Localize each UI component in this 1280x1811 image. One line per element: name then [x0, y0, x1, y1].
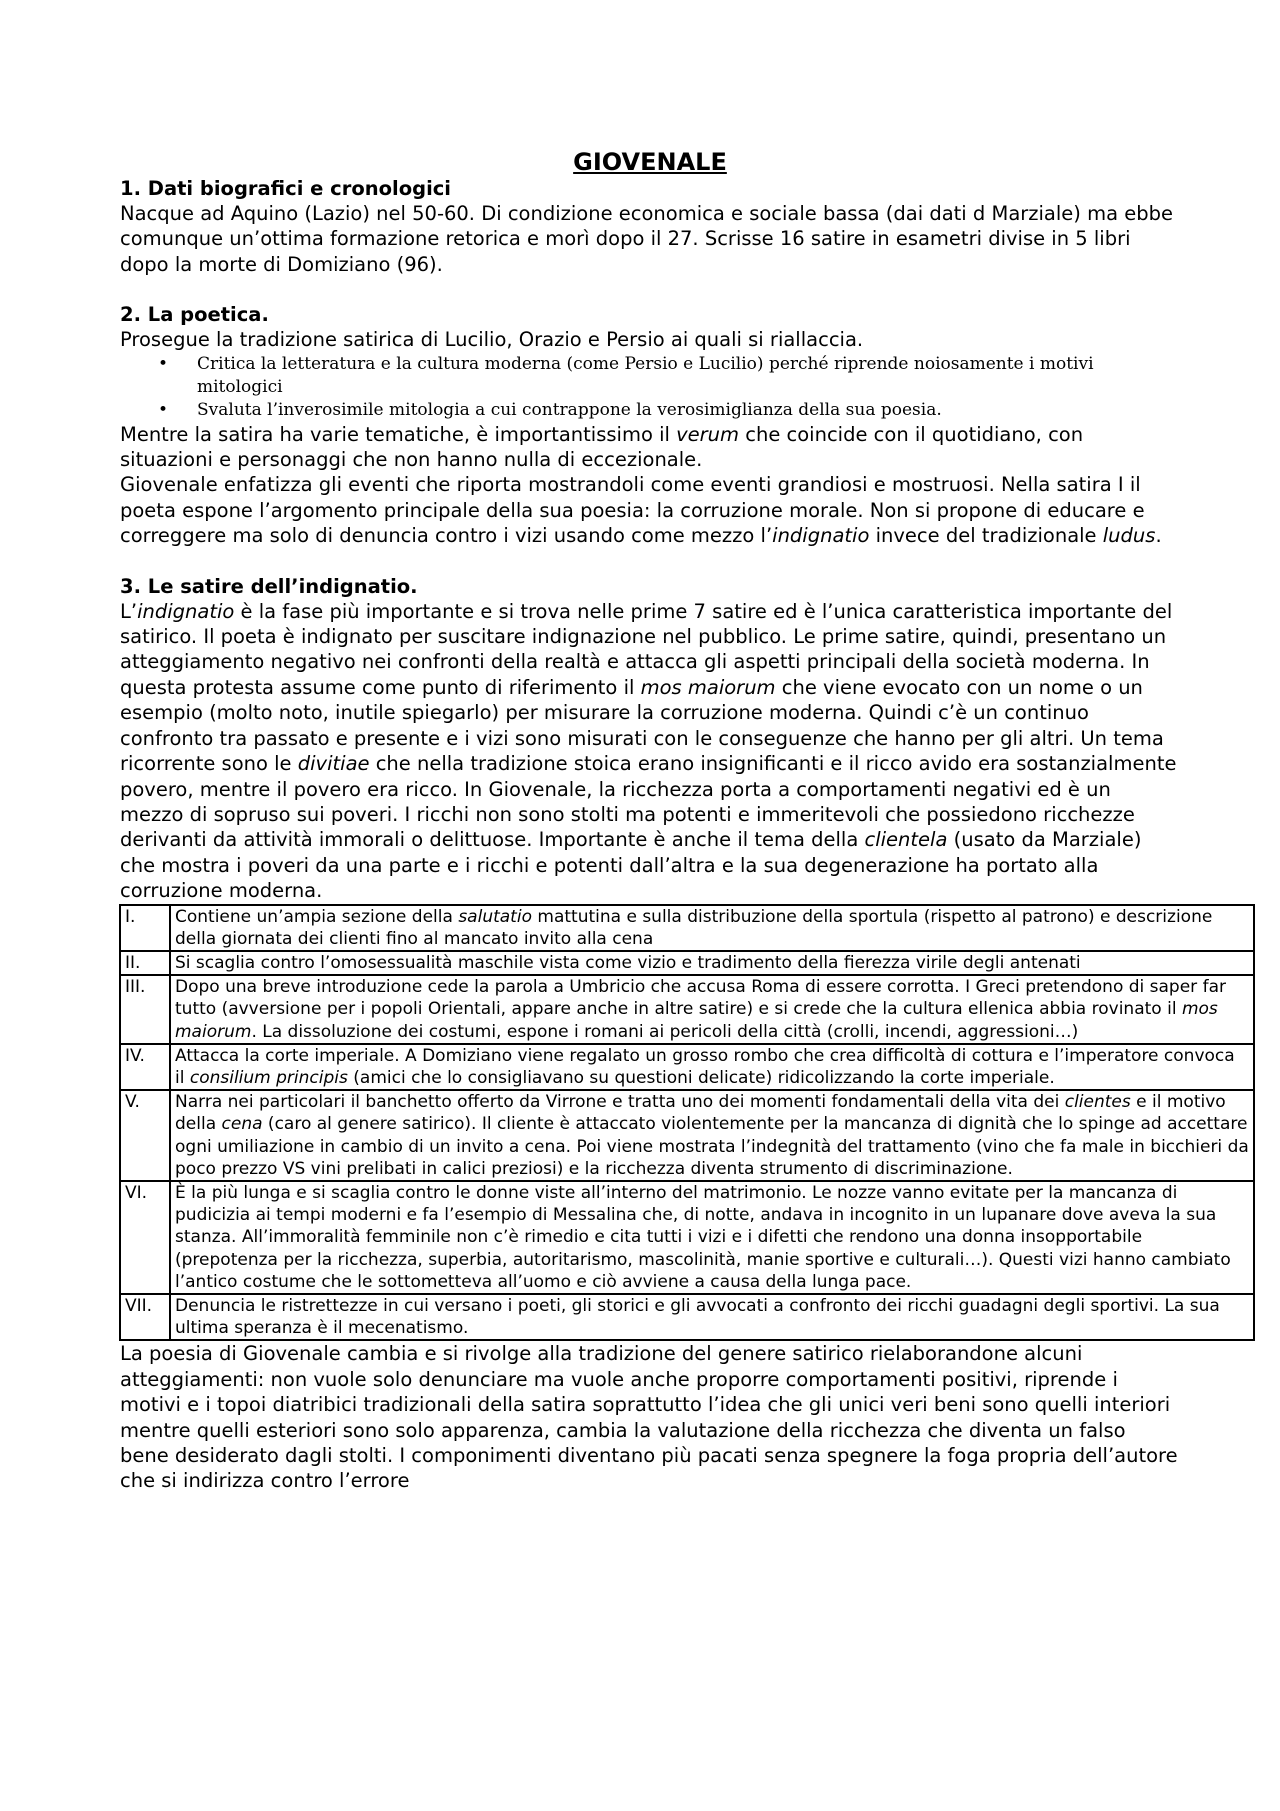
- section-2-heading: 2. La poetica.: [120, 303, 269, 327]
- satire-description: Narra nei particolari il banchetto offerto da Virrone e tratta uno dei momenti fondamentali della vita dei clientes e il motivo della cena (caro al genere satirico). Il cliente è attaccato violentemente per la mancanza di dignità che lo spinge ad accettare ogni umiliazione in cambio di un invito a cena. Poi viene mostrata l’indegnità del trattamento (vino che fa male in bicchieri da poco prezzo VS vini prelibati in calici preziosi) e la ricchezza diventa strumento di discriminazione.: [170, 1090, 1254, 1181]
- table-row: [120, 905, 1254, 951]
- document-page: [120, 148, 1249, 1494]
- satire-number: III.: [120, 975, 170, 1044]
- satire-number: I.: [120, 905, 170, 951]
- list-item: • Svaluta l’inverosimile mitologia a cui contrappone la verosimiglianza della sua poesia.: [158, 399, 942, 420]
- satire-number: II.: [120, 951, 170, 975]
- table-row: [120, 1181, 1254, 1294]
- satire-description: Attacca la corte imperiale. A Domiziano viene regalato un grosso rombo che crea difficoltà di cottura e l’imperatore convoca il consilium principis (amici che lo consigliavano su questioni delicate) ridicolizzando la corte imperiale.: [170, 1044, 1254, 1090]
- table-row: [120, 975, 1254, 1044]
- satire-number: V.: [120, 1090, 170, 1181]
- table-row: [120, 1294, 1254, 1340]
- list-item: • Critica la letteratura e la cultura moderna (come Persio e Lucilio) perché riprende noiosamente i motivi mitologici: [158, 353, 1094, 397]
- section-1-heading: 1. Dati biografici e cronologici: [120, 177, 451, 200]
- bullet-icon: •: [158, 399, 169, 420]
- section-2-intro: Prosegue la tradizione satirica di Lucilio, Orazio e Persio ai quali si riallaccia.: [120, 328, 864, 352]
- satire-number: IV.: [120, 1044, 170, 1090]
- satire-description: Contiene un’ampia sezione della salutatio mattutina e sulla distribuzione della sportula (rispetto al patrono) e descrizione della giornata dei clienti fino al mancato invito alla cena: [170, 905, 1254, 951]
- satire-description: Denuncia le ristrettezze in cui versano i poeti, gli storici e gli avvocati a confronto dei ricchi guadagni degli sportivi. La sua ultima speranza è il mecenatismo.: [170, 1294, 1254, 1340]
- table-row: [120, 1090, 1254, 1181]
- bullet-icon: •: [158, 353, 169, 374]
- section-2-bullet-list: [120, 353, 1180, 422]
- section-3-heading: 3. Le satire dell’indignatio.: [120, 574, 418, 598]
- section-2-paragraph-indignatio: Giovenale enfatizza gli eventi che riporta mostrandoli come eventi grandiosi e mostruosi. Nella satira I il poeta espone l’argomento principale della sua poesia: la corruzione morale. Non si propone di educare e correggere ma solo di denuncia contro i vizi usando come mezzo l’indignatio invece del tradizionale ludus.: [120, 473, 1162, 548]
- satire-number: VII.: [120, 1294, 170, 1340]
- satire-description: Dopo una breve introduzione cede la parola a Umbricio che accusa Roma di essere corrotta. I Greci pretendono di saper far tutto (avversione per i popoli Orientali, appare anche in altre satire) e si crede che la cultura ellenica abbia rovinato il mos maiorum. La dissoluzione dei costumi, espone i romani ai pericoli della città (crolli, incendi, aggressioni…): [170, 975, 1254, 1044]
- satire-number: VI.: [120, 1181, 170, 1294]
- section-1-text: Nacque ad Aquino (Lazio) nel 50-60. Di condizione economica e sociale bassa (dai dati d Marziale) ma ebbe comunque un’ottima formazione retorica e morì dopo il 27. Scrisse 16 satire in esametri divise in 5 libri dopo la morte di Domiziano (96).: [120, 202, 1173, 276]
- closing-paragraph: La poesia di Giovenale cambia e si rivolge alla tradizione del genere satirico rielaborandone alcuni atteggiamenti: non vuole solo denunciare ma vuole anche proporre comportamenti positivi, riprende i motivi e i topoi diatribici tradizionali della satira soprattutto l’idea che gli unici veri beni sono quelli interiori mentre quelli esteriori sono solo apparenza, cambia la valutazione della ricchezza che diventa un falso bene desiderato dagli stolti. I componimenti diventano più pacati senza spegnere la foga propria dell’autore che si indirizza contro l’errore: [120, 1342, 1178, 1493]
- section-3-paragraph: L’indignatio è la fase più importante e si trova nelle prime 7 satire ed è l’unica caratteristica importante del satirico. Il poeta è indignato per suscitare indignazione nel pubblico. Le prime satire, quindi, presentano un atteggiamento negativo nei confronti della realtà e attacca gli aspetti principali della società moderna. In questa protesta assume come punto di riferimento il mos maiorum che viene evocato con un nome o un esempio (molto noto, inutile spiegarlo) per misurare la corruzione moderna. Quindi c’è un continuo confronto tra passato e presente e i vizi sono misurati con le conseguenze che hanno per gli altri. Un tema ricorrente sono le divitiae che nella tradizione stoica erano insignificanti e il ricco avido era sostanzialmente povero, mentre il povero era ricco. In Giovenale, la ricchezza porta a comportamenti negativi ed è un mezzo di sopruso sui poveri. I ricchi non sono stolti ma potenti e immeritevoli che possiedono ricchezze derivanti da attività immorali o delittuose. Importante è anche il tema della clientela (usato da Marziale) che mostra i poveri da una parte e i ricchi e potenti dall’altra e la sua degenerazione ha portato alla corruzione moderna.: [120, 599, 1177, 903]
- satire-table: [119, 904, 1255, 1342]
- table-row: [120, 951, 1254, 975]
- table-row: [120, 1044, 1254, 1090]
- satire-description: È la più lunga e si scaglia contro le donne viste all’interno del matrimonio. Le nozze vanno evitate per la mancanza di pudicizia ai tempi moderni e fa l’esempio di Messalina che, di notte, andava in incognito in un lupanare dove aveva la sua stanza. All’immoralità femminile non c’è rimedio e cita tutti i vizi e i difetti che rendono una donna insopportabile (prepotenza per la ricchezza, superbia, autoritarismo, mascolinità, manie sportive e culturali…). Questi vizi hanno cambiato l’antico costume che le sottometteva all’uomo e ciò avviene a causa della lunga pace.: [170, 1181, 1254, 1294]
- document-title: GIOVENALE: [573, 148, 727, 176]
- satire-description: Si scaglia contro l’omosessualità maschile vista come vizio e tradimento della fierezza virile degli antenati: [170, 951, 1254, 975]
- section-2-paragraph-verum: Mentre la satira ha varie tematiche, è importantissimo il verum che coincide con il quotidiano, con situazioni e personaggi che non hanno nulla di eccezionale.: [120, 422, 1084, 472]
